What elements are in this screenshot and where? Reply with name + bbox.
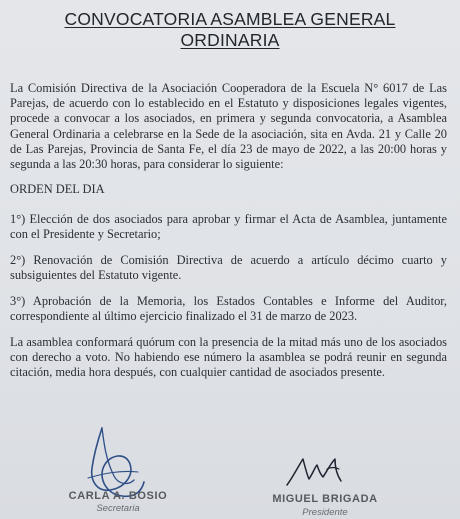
agenda-item-2: 2°) Renovación de Comisión Directiva de acuerdo a artículo décimo cuarto y subsiguientes del Estatuto vigente. [10, 253, 447, 283]
orden-del-dia-heading: ORDEN DEL DIA [10, 182, 105, 196]
signature-presidente [265, 445, 385, 519]
agenda-item-1: 1°) Elección de dos asociados para aprobar y firmar el Acta de Asamblea, juntamente con el Presidente y Secretario; [10, 212, 447, 242]
title-line-2: ORDINARIA [180, 30, 280, 50]
signer-role-left: Secretaria [96, 503, 140, 514]
handwritten-signature-left [58, 420, 178, 500]
signer-name-right: MIGUEL BRIGADA [272, 493, 378, 505]
title-line-1: CONVOCATORIA ASAMBLEA GENERAL [64, 9, 396, 29]
signature-secretaria [58, 420, 178, 519]
intro-paragraph: La Comisión Directiva de la Asociación Cooperadora de la Escuela N° 6017 de Las Parejas, de acuerdo con lo establecido en el Estatuto y disposiciones legales vigentes, procede a convocar a los asociados, en primera y segunda convocatoria, a Asamblea General Ordinaria a celebrarse en la Sede de la asociación, sita en Avda. 21 y Calle 20 de Las Parejas, Provincia de Santa Fe, el día 23 de mayo de 2022, a las 20:00 horas y segunda a las 20:30 horas, para considerar lo siguiente: [10, 81, 447, 172]
agenda-item-3: 3°) Aprobación de la Memoria, los Estados Contables e Informe del Auditor, correspondiente al último ejercicio finalizado el 31 de marzo de 2023. [10, 294, 447, 324]
signer-role-right: Presidente [302, 507, 348, 518]
quorum-paragraph: La asamblea conformará quórum con la presencia de la mitad más uno de los asociados con derecho a voto. No habiendo ese número la asamblea se podrá reunir en segunda citación, media hora después, con cualquier cantidad de asociados presente. [10, 335, 447, 380]
signer-name-left: CARLA A. BOSIO [68, 490, 168, 502]
page-title [0, 9, 460, 51]
handwritten-signature-right [265, 445, 385, 495]
